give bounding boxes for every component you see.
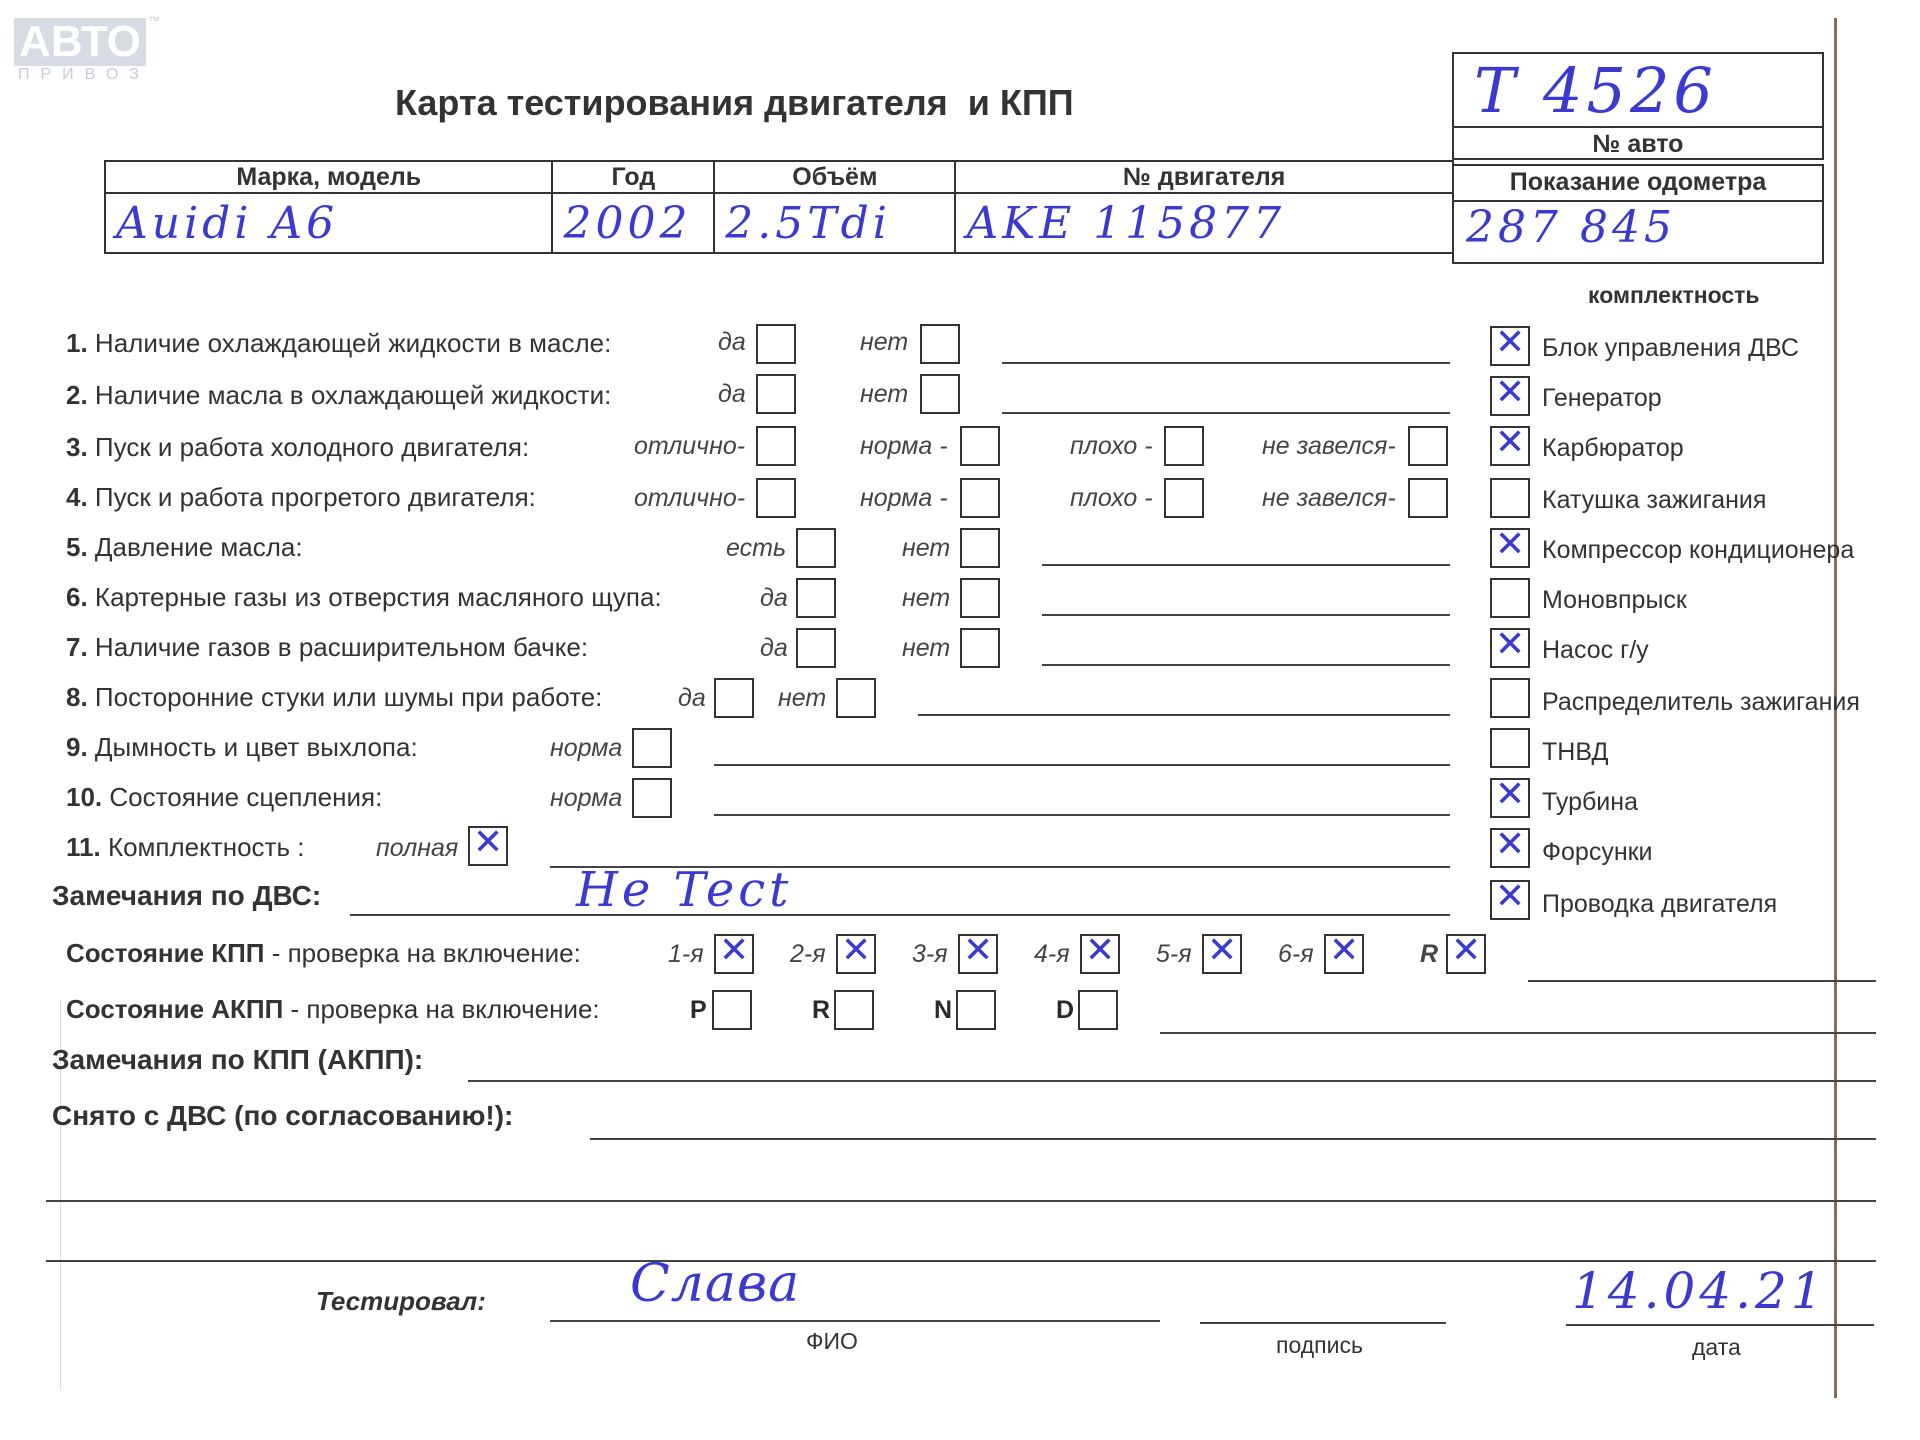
question-4-text: Пуск и работа прогретого двигателя: [94, 482, 536, 512]
q8-no-checkbox[interactable] [836, 678, 876, 718]
q8-yes-label: да [678, 684, 706, 712]
gear-2-checkbox[interactable] [836, 934, 876, 974]
q1-yes-label: да [718, 328, 746, 356]
gear-r-label: R [1420, 940, 1439, 968]
question-9-text: Дымность и цвет выхлопа: [94, 732, 418, 762]
tested-label: Тестировал: [316, 1286, 486, 1316]
q7-note-line [1042, 664, 1450, 666]
tester-fio-value: Слава [630, 1254, 801, 1314]
gearbox-note-line [1528, 980, 1876, 982]
header-year: Год [552, 161, 714, 193]
value-year: 2002 [552, 193, 714, 253]
auto-number-label: № авто [1592, 130, 1684, 158]
q10-normal-label: норма [550, 784, 623, 812]
complete-box-8[interactable] [1490, 728, 1530, 768]
mode-p-label: P [690, 996, 707, 1024]
complete-box-1[interactable] [1490, 376, 1530, 416]
q1-note-line [1002, 362, 1450, 364]
q4-excellent-checkbox[interactable] [756, 478, 796, 518]
question-11-text: Комплектность : [107, 832, 305, 862]
q7-yes-checkbox[interactable] [796, 628, 836, 668]
question-7: 7. Наличие газов в расширительном бачке: [66, 632, 589, 662]
question-6: 6. Картерные газы из отверстия масляного щупа: [66, 582, 662, 612]
logo-subtitle: ПРИВОЗ [18, 66, 150, 83]
mode-d-label: D [1056, 996, 1075, 1024]
q3-not-started-checkbox[interactable] [1408, 426, 1448, 466]
logo [14, 18, 146, 66]
question-4: 4. Пуск и работа прогретого двигателя: [66, 482, 536, 512]
fio-line [550, 1320, 1160, 1322]
odometer-box [1452, 164, 1824, 264]
gear-6-checkbox[interactable] [1324, 934, 1364, 974]
auto-number-divider [1454, 126, 1822, 128]
date-line [1566, 1324, 1874, 1326]
q6-no-label: нет [902, 584, 951, 612]
gear-2-label: 2-я [790, 940, 826, 968]
mode-n-checkbox[interactable] [956, 990, 996, 1030]
mode-d-checkbox[interactable] [1078, 990, 1118, 1030]
odometer-label: Показание одометра [1509, 168, 1767, 196]
auto-gearbox-note-line [1160, 1032, 1876, 1034]
gear-3-label: 3-я [912, 940, 948, 968]
q1-no-checkbox[interactable] [920, 324, 960, 364]
q4-normal-checkbox[interactable] [960, 478, 1000, 518]
question-7-text: Наличие газов в расширительном бачке: [94, 632, 589, 662]
gear-1-checkbox[interactable] [714, 934, 754, 974]
gear-4-label: 4-я [1034, 940, 1070, 968]
mode-n-label: N [934, 996, 953, 1024]
complete-label-10: Форсунки [1542, 838, 1653, 866]
complete-label-2: Карбюратор [1542, 434, 1684, 462]
remarks-gearbox-label: Замечания по КПП (АКПП): [52, 1044, 424, 1075]
q3-not-started-label: не завелся- [1262, 432, 1396, 460]
q5-absent-label: нет [902, 534, 951, 562]
complete-label-3: Катушка зажигания [1542, 486, 1767, 514]
q10-normal-checkbox[interactable] [632, 778, 672, 818]
complete-label-4: Компрессор кондиционера [1542, 536, 1855, 564]
q2-no-checkbox[interactable] [920, 374, 960, 414]
complete-box-9[interactable] [1490, 778, 1530, 818]
complete-label-0: Блок управления ДВС [1542, 334, 1799, 362]
completeness-heading: комплектность [1588, 282, 1760, 308]
question-3: 3. Пуск и работа холодного двигателя: [66, 432, 530, 462]
signature-caption: подпись [1276, 1332, 1363, 1358]
remarks-gearbox-line [468, 1080, 1876, 1082]
q4-not-started-label: не завелся- [1262, 484, 1396, 512]
gear-5-label: 5-я [1156, 940, 1192, 968]
q3-normal-label: норма - [860, 432, 948, 460]
complete-label-11: Проводка двигателя [1542, 890, 1778, 918]
gear-4-checkbox[interactable] [1080, 934, 1120, 974]
auto-number-box [1452, 52, 1824, 160]
question-9: 9. Дымность и цвет выхлопа: [66, 732, 418, 762]
gear-3-checkbox[interactable] [958, 934, 998, 974]
gear-r-checkbox[interactable] [1446, 934, 1486, 974]
odometer-value: 287 845 [1466, 202, 1676, 253]
q8-no-label: нет [778, 684, 827, 712]
q3-bad-checkbox[interactable] [1164, 426, 1204, 466]
q4-bad-label: плохо - [1070, 484, 1153, 512]
q4-not-started-checkbox[interactable] [1408, 478, 1448, 518]
q6-yes-checkbox[interactable] [796, 578, 836, 618]
question-11: 11. Комплектность : [66, 832, 305, 862]
signature-line [1200, 1322, 1446, 1324]
q5-note-line [1042, 564, 1450, 566]
auto-number-value: T 4526 [1474, 54, 1717, 127]
question-2-text: Наличие масла в охлаждающей жидкости: [94, 380, 612, 410]
fio-caption: ФИО [806, 1328, 858, 1354]
q7-no-label: нет [902, 634, 951, 662]
complete-box-3[interactable] [1490, 478, 1530, 518]
q4-bad-checkbox[interactable] [1164, 478, 1204, 518]
remarks-engine-label: Замечания по ДВС: [52, 880, 322, 911]
remarks-engine-value: He Tect [576, 862, 793, 918]
q6-note-line [1042, 614, 1450, 616]
complete-label-8: ТНВД [1542, 738, 1609, 766]
gearbox-label: Состояние КПП - проверка на включение: [66, 938, 581, 968]
date-caption: дата [1692, 1334, 1741, 1360]
q9-normal-label: норма [550, 734, 623, 762]
removed-line-2 [46, 1200, 1876, 1202]
complete-box-2[interactable] [1490, 426, 1530, 466]
q7-yes-label: да [760, 634, 788, 662]
question-5-text: Давление масла: [94, 532, 303, 562]
q6-yes-label: да [760, 584, 788, 612]
question-8-text: Посторонние стуки или шумы при работе: [94, 682, 603, 712]
header-volume: Объём [714, 161, 955, 193]
q4-normal-label: норма - [860, 484, 948, 512]
q2-yes-label: да [718, 380, 746, 408]
q9-note-line [714, 764, 1450, 766]
q7-no-checkbox[interactable] [960, 628, 1000, 668]
q11-full-label: полная [376, 834, 459, 862]
question-1-text: Наличие охлаждающей жидкости в масле: [94, 328, 612, 358]
q3-bad-label: плохо - [1070, 432, 1153, 460]
q4-excellent-label: отлично- [634, 484, 746, 512]
q1-no-label: нет [860, 328, 909, 356]
value-volume: 2.5Tdi [714, 193, 955, 253]
q9-normal-checkbox[interactable] [632, 728, 672, 768]
complete-box-5[interactable] [1490, 578, 1530, 618]
vehicle-info-table [104, 160, 1454, 254]
complete-box-10[interactable] [1490, 828, 1530, 868]
complete-box-7[interactable] [1490, 678, 1530, 718]
logo-text: АВТО [19, 17, 141, 66]
header-engine-number: № двигателя [955, 161, 1453, 193]
q5-absent-checkbox[interactable] [960, 528, 1000, 568]
complete-label-9: Турбина [1542, 788, 1638, 816]
test-date-value: 14.04.21 [1572, 1262, 1827, 1320]
complete-box-0[interactable] [1490, 326, 1530, 366]
complete-box-6[interactable] [1490, 628, 1530, 668]
q2-no-label: нет [860, 380, 909, 408]
value-make-model: Auidi A6 [105, 193, 552, 253]
q8-yes-checkbox[interactable] [714, 678, 754, 718]
q8-note-line [918, 714, 1450, 716]
header-make-model: Марка, модель [105, 161, 552, 193]
q5-present-checkbox[interactable] [796, 528, 836, 568]
mode-p-checkbox[interactable] [712, 990, 752, 1030]
question-10: 10. Состояние сцепления: [66, 782, 383, 812]
q3-excellent-label: отлично- [634, 432, 746, 460]
complete-label-7: Распределитель зажигания [1542, 688, 1860, 716]
question-8: 8. Посторонние стуки или шумы при работе: [66, 682, 603, 712]
mode-r-label: R [812, 996, 831, 1024]
q3-excellent-checkbox[interactable] [756, 426, 796, 466]
q2-yes-checkbox[interactable] [756, 374, 796, 414]
auto-gearbox-label: Состояние АКПП - проверка на включение: [66, 994, 600, 1024]
q10-note-line [714, 814, 1450, 816]
page-title: Карта тестирования двигателя и КПП [395, 82, 1074, 123]
question-10-text: Состояние сцепления: [109, 782, 383, 812]
complete-box-11[interactable] [1490, 880, 1530, 920]
remarks-engine-line [350, 914, 1450, 916]
question-5: 5. Давление масла: [66, 532, 303, 562]
q3-normal-checkbox[interactable] [960, 426, 1000, 466]
removed-line-1 [590, 1138, 1876, 1140]
gear-5-checkbox[interactable] [1202, 934, 1242, 974]
question-3-text: Пуск и работа холодного двигателя: [94, 432, 530, 462]
question-2: 2. Наличие масла в охлаждающей жидкости: [66, 380, 612, 410]
complete-box-4[interactable] [1490, 528, 1530, 568]
removed-label: Снято с ДВС (по согласованию!): [52, 1100, 514, 1131]
q6-no-checkbox[interactable] [960, 578, 1000, 618]
trademark-mark: ™ [148, 14, 160, 28]
q5-present-label: есть [726, 534, 787, 562]
value-engine-number: AKE 115877 [955, 193, 1453, 253]
gear-1-label: 1-я [668, 940, 704, 968]
complete-label-5: Моновпрыск [1542, 586, 1687, 614]
question-1: 1. Наличие охлаждающей жидкости в масле: [66, 328, 612, 358]
q2-note-line [1002, 412, 1450, 414]
question-6-text: Картерные газы из отверстия масляного щупа: [94, 582, 662, 612]
complete-label-6: Насос г/у [1542, 636, 1649, 664]
complete-label-1: Генератор [1542, 384, 1662, 412]
gear-6-label: 6-я [1278, 940, 1314, 968]
q11-full-checkbox[interactable] [468, 826, 508, 866]
q1-yes-checkbox[interactable] [756, 324, 796, 364]
mode-r-checkbox[interactable] [834, 990, 874, 1030]
